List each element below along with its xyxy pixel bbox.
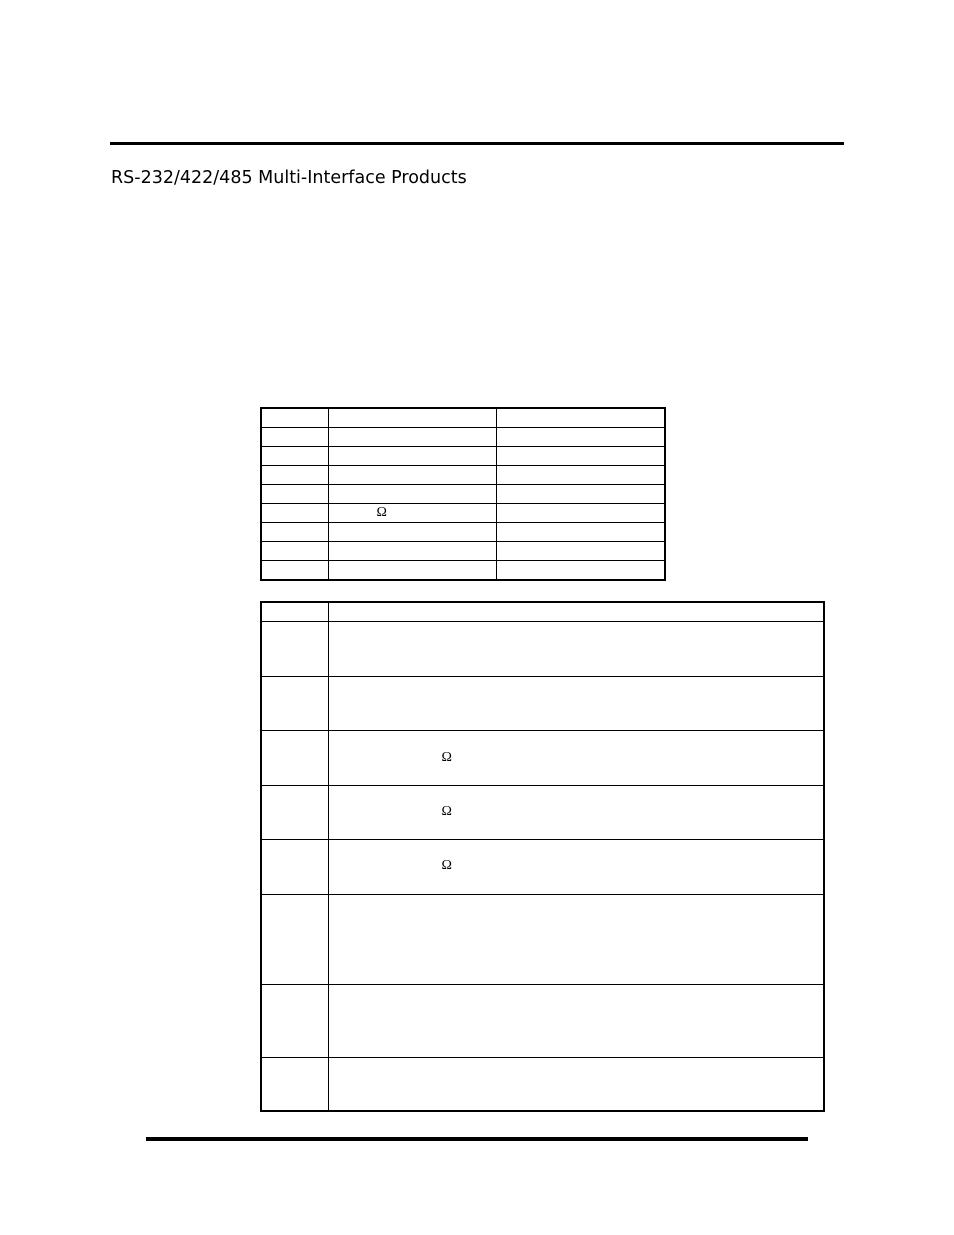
table-row (261, 408, 665, 428)
ohm-symbol: Ω (441, 803, 452, 819)
ohm-symbol: Ω (441, 857, 452, 873)
desc-cell (328, 839, 824, 894)
table-row (261, 839, 824, 894)
table-row (261, 523, 665, 542)
desc-cell (261, 785, 328, 839)
spec-cell (328, 542, 496, 561)
desc-cell (328, 602, 824, 621)
spec-cell (328, 523, 496, 542)
spec-cell (261, 523, 328, 542)
spec-cell (261, 504, 328, 523)
spec-cell (496, 542, 665, 561)
desc-cell (328, 894, 824, 984)
spec-cell (328, 504, 496, 523)
spec-cell (328, 561, 496, 581)
spec-cell (496, 447, 665, 466)
table-row (261, 542, 665, 561)
table-row (261, 984, 824, 1057)
table-row (261, 466, 665, 485)
desc-cell (261, 894, 328, 984)
spec-cell (261, 466, 328, 485)
table-row (261, 1057, 824, 1111)
table-row (261, 561, 665, 581)
table-row (261, 504, 665, 523)
desc-cell (261, 621, 328, 676)
spec-cell (496, 408, 665, 428)
spec-cell (496, 466, 665, 485)
table-row (261, 602, 824, 621)
spec-cell (328, 408, 496, 428)
desc-cell (261, 839, 328, 894)
spec-cell (328, 466, 496, 485)
spec-cell (496, 523, 665, 542)
header-rule (110, 142, 844, 145)
ohm-symbol: Ω (441, 749, 452, 765)
spec-cell (496, 504, 665, 523)
description-table (260, 601, 825, 1112)
table-row (261, 485, 665, 504)
desc-cell (261, 984, 328, 1057)
page-heading: RS-232/422/485 Multi-Interface Products (111, 168, 467, 188)
desc-cell (328, 1057, 824, 1111)
spec-cell (261, 428, 328, 447)
spec-cell (496, 485, 665, 504)
spec-cell (261, 485, 328, 504)
spec-table (260, 407, 666, 581)
table-row (261, 894, 824, 984)
spec-cell (496, 561, 665, 581)
footer-rule (146, 1137, 808, 1141)
desc-cell (328, 621, 824, 676)
spec-cell (496, 428, 665, 447)
desc-cell (261, 676, 328, 730)
table-row (261, 621, 824, 676)
spec-cell (261, 408, 328, 428)
table-row (261, 676, 824, 730)
ohm-symbol: Ω (376, 505, 387, 520)
spec-cell (328, 447, 496, 466)
spec-cell (261, 542, 328, 561)
desc-cell (261, 1057, 328, 1111)
spec-cell (261, 561, 328, 581)
desc-cell (328, 730, 824, 785)
desc-cell (328, 785, 824, 839)
desc-cell (328, 676, 824, 730)
desc-cell (261, 602, 328, 621)
spec-cell (328, 485, 496, 504)
table-row (261, 785, 824, 839)
desc-cell (328, 984, 824, 1057)
table-row (261, 447, 665, 466)
spec-cell (261, 447, 328, 466)
spec-cell (328, 428, 496, 447)
table-row (261, 428, 665, 447)
desc-cell (261, 730, 328, 785)
table-row (261, 730, 824, 785)
